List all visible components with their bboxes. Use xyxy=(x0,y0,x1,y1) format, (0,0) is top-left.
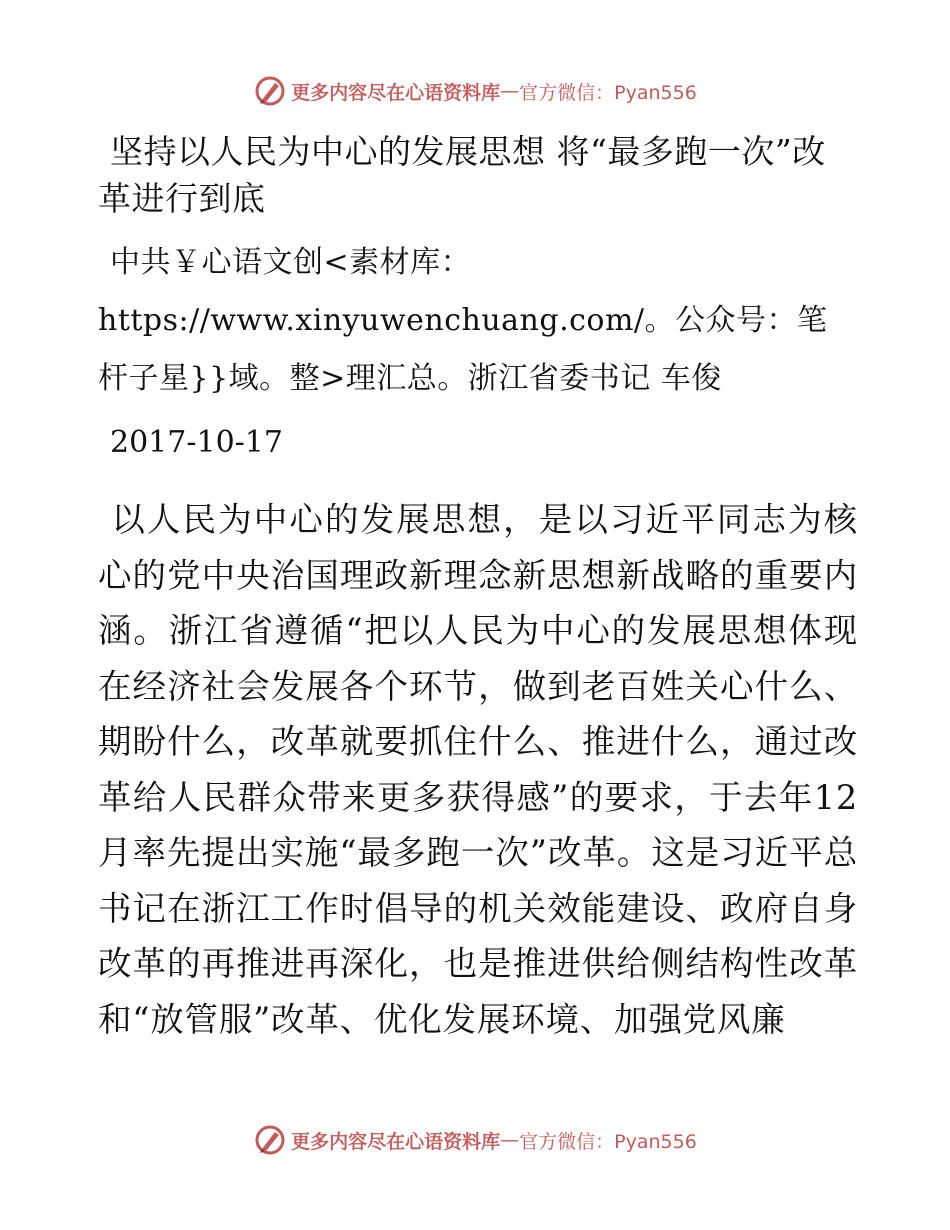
footer-banner xyxy=(0,1120,950,1160)
banner-wechat-text: 官方微信：Pyan556 xyxy=(519,81,697,104)
pen-logo-icon xyxy=(253,1123,287,1157)
article-title-text: 坚持以人民为中心的发展思想 将“最多跑一次”改革进行到底 xyxy=(98,132,826,218)
article-source-text: 中共￥心语文创<素材库：https://www.xinyuwenchuang.com/。公众号：笔杆子星}}域。整>理汇总。浙江省委书记 车俊 xyxy=(98,245,828,396)
article-body-text: 以人民为中心的发展思想，是以习近平同志为核心的党中央治国理政新理念新思想新战略的重要内涵。浙江省遵循“把以人民为中心的发展思想体现在经济社会发展各个环节，做到老百姓关心什么、期盼什么，改革就要抓住什么、推进什么，通过改革给人民群众带来更多获得感”的要求，于去年12月率先提出实施“最多跑一次”改革。这是习近平总书记在浙江工作时倡导的机关效能建设、政府自身改革的再推进再深化，也是推进供给侧结构性改革和“放管服”改革、优化发展环境、加强党风廉 xyxy=(98,500,858,1039)
banner-separator: — xyxy=(500,1129,520,1151)
pen-logo-icon xyxy=(253,74,287,108)
article-date: 2017-10-17 xyxy=(110,425,283,460)
banner-wechat-text: 官方微信：Pyan556 xyxy=(519,1130,697,1153)
header-banner xyxy=(0,71,950,111)
article-source xyxy=(98,234,858,408)
article xyxy=(98,124,858,1047)
banner-brand-text: 更多内容尽在心语资料库 xyxy=(291,81,501,104)
article-body xyxy=(98,492,858,1047)
banner-separator: — xyxy=(500,80,520,102)
banner-brand-text: 更多内容尽在心语资料库 xyxy=(291,1130,501,1153)
article-title xyxy=(98,128,858,222)
